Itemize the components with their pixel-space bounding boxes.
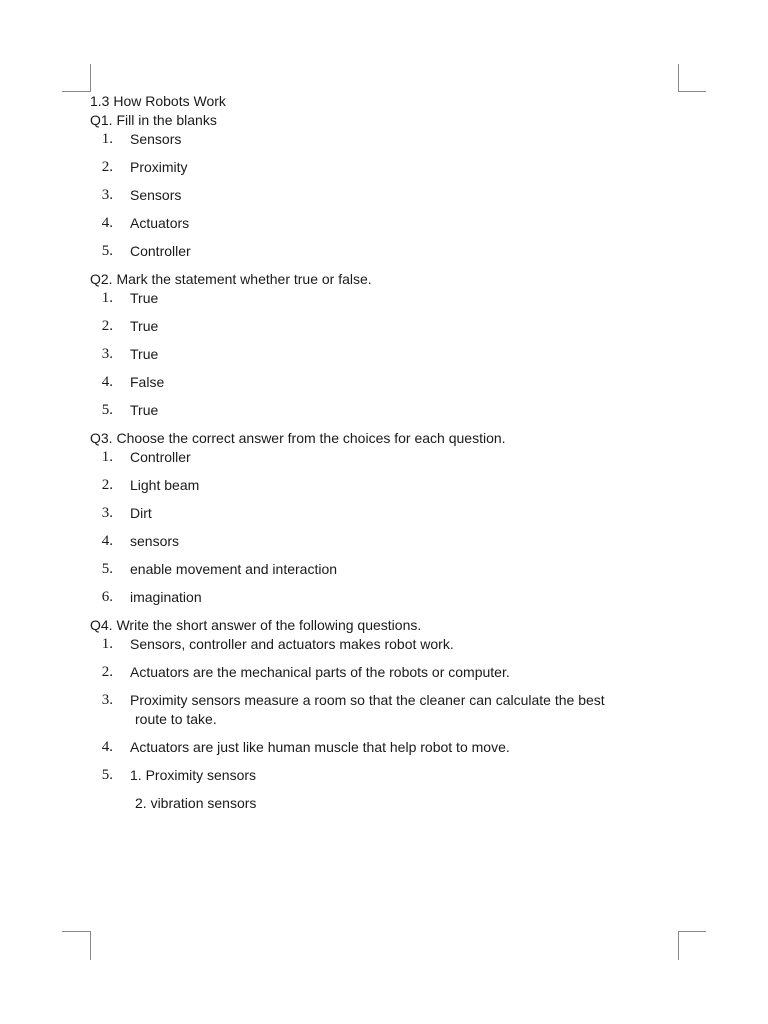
answer-text: False — [130, 374, 165, 390]
answer-text: 1. Proximity sensors — [130, 767, 257, 783]
question-1: Q1. Fill in the blanks — [90, 112, 217, 128]
answer-text: Proximity — [130, 159, 188, 175]
list-item — [90, 289, 670, 308]
answer-text: imagination — [130, 589, 202, 605]
answer-list-q3 — [90, 448, 670, 607]
list-item — [90, 448, 670, 467]
answer-text: True — [130, 402, 159, 418]
answer-text: Sensors, controller and actuators makes robot work. — [130, 636, 454, 652]
list-number: 6. — [101, 589, 113, 605]
list-item — [90, 532, 670, 551]
answer-text: Proximity sensors measure a room so that the cleaner can calculate the best — [130, 692, 605, 708]
answer-text: True — [130, 346, 159, 362]
answer-text: sensors — [130, 533, 180, 549]
answer-text: Sensors — [130, 187, 182, 203]
answer-text: Sensors — [130, 131, 182, 147]
list-item — [90, 504, 670, 523]
crop-mark-bottom-right-vertical — [678, 931, 679, 960]
list-item — [90, 214, 670, 233]
list-item — [90, 373, 670, 392]
list-number: 2. — [101, 477, 113, 493]
answer-text: Light beam — [130, 477, 200, 493]
list-number: 4. — [101, 533, 113, 549]
question-4: Q4. Write the short answer of the following questions. — [90, 617, 422, 633]
answer-text: True — [130, 318, 159, 334]
list-number: 5. — [101, 402, 113, 418]
list-number: 2. — [101, 159, 113, 175]
answer-text: Actuators are the mechanical parts of the robots or computer. — [130, 664, 510, 680]
list-item — [90, 588, 670, 607]
list-number: 5. — [101, 767, 113, 783]
list-number: 5. — [101, 561, 113, 577]
answer-text: Actuators are just like human muscle that help robot to move. — [130, 739, 510, 755]
page-title: 1.3 How Robots Work — [90, 93, 226, 109]
answer-continuation: route to take. — [135, 711, 217, 727]
crop-mark-top-right-vertical — [678, 64, 679, 92]
question-2: Q2. Mark the statement whether true or false. — [90, 271, 372, 287]
list-item — [90, 635, 670, 654]
list-item — [90, 186, 670, 205]
answer-list-q2 — [90, 289, 670, 420]
list-number: 1. — [101, 449, 113, 465]
list-number: 1. — [101, 636, 113, 652]
list-item — [90, 345, 670, 364]
answer-text: Controller — [130, 243, 191, 259]
crop-mark-bottom-right-horizontal — [678, 931, 706, 932]
answer-text: Dirt — [130, 505, 152, 521]
crop-mark-top-left-horizontal — [62, 91, 90, 92]
list-number: 4. — [101, 374, 113, 390]
answer-text: Controller — [130, 449, 191, 465]
crop-mark-bottom-left-horizontal — [62, 931, 90, 932]
list-item — [90, 738, 670, 757]
list-number: 3. — [101, 505, 113, 521]
list-number: 1. — [101, 131, 113, 147]
list-item — [90, 663, 670, 682]
list-number: 4. — [101, 215, 113, 231]
list-item — [90, 560, 670, 579]
answer-text: enable movement and interaction — [130, 561, 338, 577]
list-item — [90, 766, 670, 785]
crop-mark-top-right-horizontal — [678, 91, 706, 92]
list-item — [90, 130, 670, 149]
list-number: 4. — [101, 739, 113, 755]
list-item — [90, 476, 670, 495]
list-number: 2. — [101, 664, 113, 680]
crop-mark-bottom-left-vertical — [90, 931, 91, 960]
list-item — [90, 242, 670, 261]
document-body — [90, 92, 670, 813]
list-item — [90, 158, 670, 177]
list-number: 1. — [101, 290, 113, 306]
answer-text: True — [130, 290, 159, 306]
answer-list-q1 — [90, 130, 670, 261]
answer-list-q4 — [90, 635, 670, 785]
list-item — [90, 401, 670, 420]
list-number: 3. — [101, 187, 113, 203]
list-item — [90, 317, 670, 336]
list-number: 3. — [101, 692, 113, 708]
answer-sub-line: 2. vibration sensors — [135, 795, 257, 811]
list-number: 3. — [101, 346, 113, 362]
question-3: Q3. Choose the correct answer from the choices for each question. — [90, 430, 506, 446]
list-number: 2. — [101, 318, 113, 334]
answer-text: Actuators — [130, 215, 190, 231]
crop-mark-top-left-vertical — [90, 64, 91, 92]
list-number: 5. — [101, 243, 113, 259]
list-item — [90, 691, 670, 729]
